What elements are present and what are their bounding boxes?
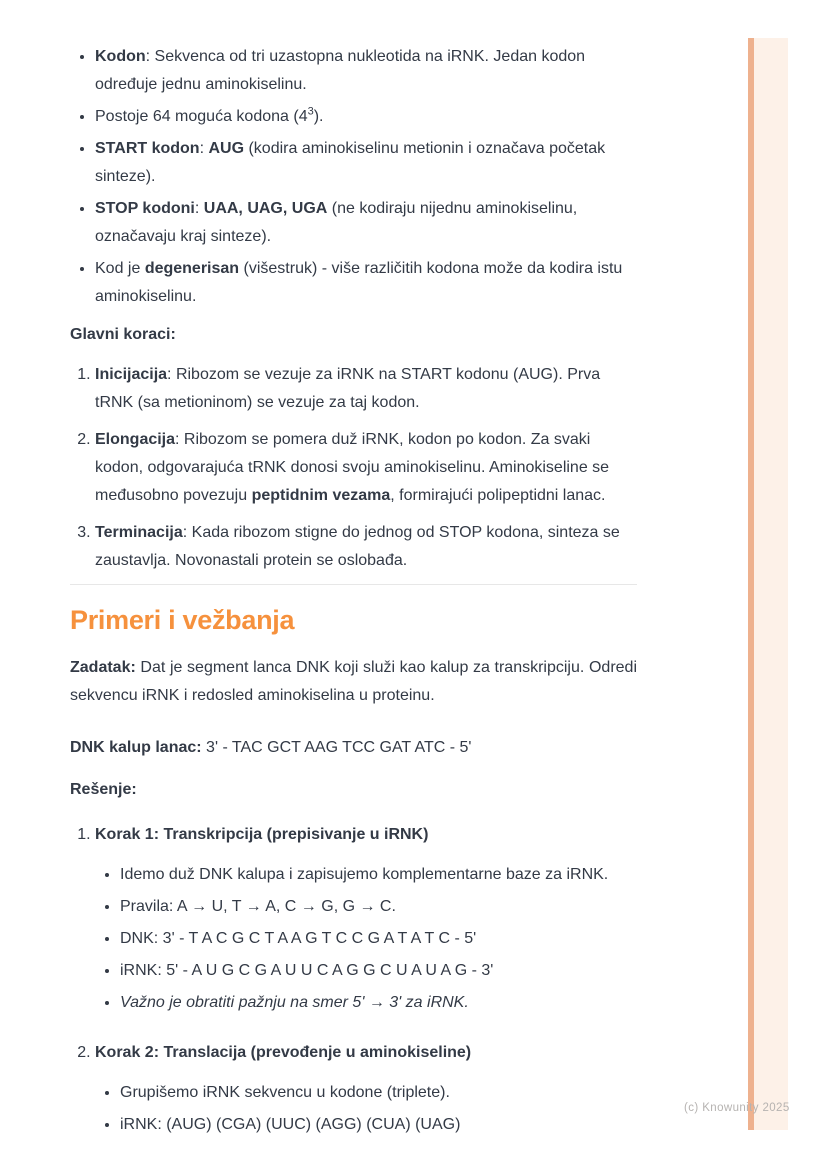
item-text: (višestruk) - više različitih kodona može da kodira istu aminokiselinu. (95, 260, 623, 305)
task-text: Dat je segment lanca DNK koji služi kao kalup za transkripciju. Odredi sekvencu iRNK i redosled aminokiselina u proteinu. (70, 659, 637, 704)
list-item-note (120, 989, 637, 1017)
list-item (120, 1079, 637, 1107)
separator: : (194, 200, 204, 217)
key-points-list (70, 43, 637, 311)
irnk-spelled-sequence: iRNK: 5' - A U G C G A U U C A G G C U A U A G - 3' (120, 962, 494, 979)
list-item-broj-kodona (95, 103, 637, 131)
solution-step-1 (95, 821, 637, 1017)
step-text: : Ribozom se pomera duž iRNK, kodon po kodon. Za svaki kodon, odgovarajuća tRNK donosi svoju aminokiselinu. Aminokiseline se međusobno povezuju (95, 431, 610, 504)
main-steps-list (70, 361, 637, 575)
page-edge-band (754, 38, 788, 1130)
note-text: Važno je obratiti pažnju na smer 5' → 3' za iRNK. (120, 994, 469, 1011)
label-dnk-kalup: DNK kalup lanac: (70, 739, 202, 756)
step-text: : Ribozom se vezuje za iRNK na START kodonu (AUG). Prva tRNK (sa metioninom) se vezuje za taj kodon. (95, 366, 601, 411)
term-kodon: Kodon (95, 48, 146, 65)
step2-bullets (95, 1079, 637, 1139)
page-edge-stripe (748, 38, 754, 1130)
superscript: 3 (307, 105, 314, 118)
bullet-text: Pravila: A → U, T → A, C → G, G → C. (120, 898, 396, 915)
solution-step-2 (95, 1039, 637, 1139)
step-inicijacija (95, 361, 637, 417)
list-item-kodon (95, 43, 637, 99)
section-heading-primeri: Primeri i vežbanja (70, 605, 295, 635)
dnk-sequence: 3' - TAC GCT AAG TCC GAT ATC - 5' (201, 739, 472, 756)
document-content (70, 43, 637, 1143)
list-item-degenerisan (95, 255, 637, 311)
item-text: ). (313, 108, 324, 125)
section-divider (70, 584, 637, 585)
term-start-kodon: START kodon (95, 140, 200, 157)
list-item-stop-kodoni (95, 195, 637, 251)
bullet-text: Idemo duž DNK kalupa i zapisujemo komplementarne baze za iRNK. (120, 866, 609, 883)
term-aug: AUG (208, 140, 245, 157)
item-text: Postoje 64 moguća kodona (4 (95, 108, 308, 125)
step-text: : Kada ribozom stigne do jednog od STOP kodona, sinteza se zaustavlja. Novonastali protein se oslobađa. (95, 524, 620, 569)
item-text: (kodira aminokiselinu metionin i označava početak sinteze). (95, 140, 606, 185)
list-item-start-kodon (95, 135, 637, 191)
term-stop-kodoni: STOP kodoni (95, 200, 195, 217)
template-strand-paragraph (70, 734, 637, 762)
separator: : (199, 140, 209, 157)
step-text: , formirajući polipeptidni lanac. (390, 487, 606, 504)
bullet-text: Grupišemo iRNK sekvencu u kodone (triplete). (120, 1084, 450, 1101)
step2-title: Korak 2: Translacija (prevođenje u aminokiseline) (95, 1044, 472, 1061)
item-text: Kod je (95, 260, 145, 277)
dnk-spelled-sequence: DNK: 3' - T A C G C T A A G T C C G A T A T C - 5' (120, 930, 477, 947)
term-peptidne-veze: peptidnim vezama (251, 487, 391, 504)
section-label-glavni-koraci: Glavni koraci: (70, 326, 176, 343)
task-paragraph (70, 654, 637, 710)
step1-bullets (95, 861, 637, 1017)
list-item (120, 893, 637, 921)
copyright-footer: (c) Knowunity 2025 (684, 1102, 790, 1114)
step-elongacija (95, 426, 637, 510)
term-inicijacija: Inicijacija (95, 366, 168, 383)
solution-label: Rešenje: (70, 781, 137, 798)
step1-title: Korak 1: Transkripcija (prepisivanje u iRNK) (95, 826, 429, 843)
label-zadatak: Zadatak: (70, 659, 136, 676)
term-elongacija: Elongacija (95, 431, 176, 448)
list-item (120, 861, 637, 889)
item-text: (ne kodiraju nijednu aminokiselinu, označavaju kraj sinteze). (95, 200, 578, 245)
term-stop-list: UAA, UAG, UGA (203, 200, 328, 217)
item-text: : Sekvenca od tri uzastopna nukleotida na iRNK. Jedan kodon određuje jednu aminokiselinu. (95, 48, 586, 93)
step-terminacija (95, 519, 637, 575)
irnk-codons: iRNK: (AUG) (CGA) (UUC) (AGG) (CUA) (UAG) (120, 1116, 461, 1133)
solution-steps-list (70, 821, 637, 1139)
term-degenerisan: degenerisan (144, 260, 240, 277)
list-item (120, 1111, 637, 1139)
list-item (120, 925, 637, 953)
term-terminacija: Terminacija (95, 524, 183, 541)
list-item (120, 957, 637, 985)
